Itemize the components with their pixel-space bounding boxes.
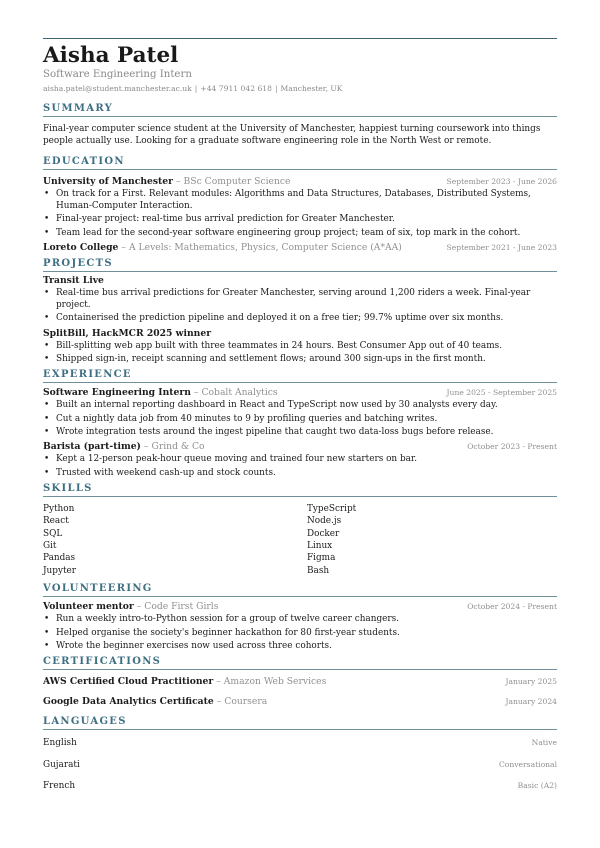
- bullet-glyph: •: [44, 188, 50, 199]
- skill-item: Linux: [307, 540, 333, 551]
- skill-item: Git: [43, 540, 57, 551]
- candidate-title: Software Engineering Intern: [43, 69, 192, 80]
- bullet-glyph: •: [44, 340, 50, 351]
- bullet-glyph: •: [44, 400, 50, 411]
- section-heading-certifications: CERTIFICATIONS: [43, 656, 557, 670]
- bullet-item: • Shipped sign-in, receipt scanning and settlement flows; around 300 sign-ups in the first month.: [44, 353, 486, 364]
- bullet-item: • Wrote the beginner exercises now used across three cohorts.: [44, 640, 332, 651]
- language-level: Native: [531, 738, 557, 748]
- candidate-name: Aisha Patel: [43, 43, 179, 68]
- skill-item: Jupyter: [43, 565, 77, 576]
- experience-entry: [43, 387, 557, 438]
- section-heading-education: EDUCATION: [43, 156, 557, 170]
- certification-item: Google Data Analytics Certificate – Coursera January 2024: [43, 696, 557, 708]
- entry-subtitle: A Levels: Mathematics, Physics, Computer Science (A*AA): [128, 241, 402, 253]
- contact-phone[interactable]: +44 7911 042 618: [200, 84, 272, 93]
- bullet-item: • Run a weekly intro-to-Python session for a group of twelve career changers.: [44, 614, 399, 625]
- certifications-section: [43, 656, 557, 708]
- entry-header: University of Manchester – BSc Computer Science September 2023 - June 2026: [43, 175, 557, 187]
- cert-issuer: Coursera: [224, 696, 268, 708]
- entry-header: Software Engineering Intern – Cobalt Analytics June 2025 - September 2025: [43, 387, 557, 399]
- cert-title: Google Data Analytics Certificate: [43, 696, 214, 708]
- bullet-item: • Kept a 12-person peak-hour queue moving and trained four new starters on bar.: [44, 454, 418, 465]
- section-heading-languages: LANGUAGES: [43, 716, 557, 730]
- entry-title: Volunteer mentor: [43, 601, 134, 613]
- entry-title: SplitBill, HackMCR 2025 winner: [43, 327, 212, 339]
- bullet-list: [43, 613, 557, 652]
- entry-date: June 2025 - September 2025: [446, 388, 557, 398]
- language-level: Basic (A2): [517, 781, 557, 791]
- bullet-item: • Trusted with weekend cash-up and stock counts.: [44, 467, 276, 478]
- bullet-list: [43, 188, 557, 239]
- skill-item: Node.js: [307, 516, 342, 527]
- skill-item: TypeScript: [307, 503, 357, 514]
- bullet-item: • Team lead for the second-year software engineering group project; team of six, top mark in the cohort.: [44, 227, 521, 238]
- contact-email[interactable]: aisha.patel@student.manchester.ac.uk: [43, 84, 192, 93]
- entry-header: [43, 275, 557, 287]
- section-heading-summary: SUMMARY: [43, 103, 557, 117]
- bullet-item: • Wrote integration tests around the ingest pipeline that caught two data-loss bugs before release.: [44, 426, 494, 437]
- bullet-glyph: •: [44, 627, 50, 638]
- languages-list: [43, 737, 557, 802]
- project-entry: [43, 275, 557, 325]
- volunteering-entry: [43, 601, 557, 652]
- experience-section: [43, 369, 557, 479]
- skill-item: Pandas: [43, 553, 76, 564]
- bullet-glyph: •: [44, 313, 50, 324]
- cert-date: January 2024: [505, 697, 557, 707]
- entry-date: September 2021 - June 2023: [446, 242, 557, 252]
- summary-section: [43, 103, 557, 148]
- bullet-glyph: •: [44, 413, 50, 424]
- resume-content: [43, 38, 557, 802]
- entry-date: September 2023 - June 2026: [446, 176, 557, 186]
- bullet-list: [43, 287, 557, 325]
- bullet-glyph: •: [44, 467, 50, 478]
- entry-title: Software Engineering Intern: [43, 387, 191, 399]
- entry-date: October 2023 - Present: [467, 442, 557, 452]
- section-heading-experience: EXPERIENCE: [43, 369, 557, 383]
- education-section: [43, 156, 557, 254]
- cert-issuer: Amazon Web Services: [223, 676, 327, 688]
- bullet-list: [43, 453, 557, 479]
- language-name: English: [43, 738, 77, 749]
- entry-subtitle: Grind & Co: [151, 441, 205, 453]
- section-heading-volunteering: VOLUNTEERING: [43, 583, 557, 597]
- bullet-item: • Cut a nightly data job from 40 minutes to 9 by profiling queries and batching writes.: [44, 413, 438, 424]
- entry-header: Barista (part-time) – Grind & Co October 2023 - Present: [43, 441, 557, 453]
- cert-date: January 2025: [505, 677, 557, 687]
- languages-section: [43, 716, 557, 802]
- bullet-glyph: •: [44, 353, 50, 364]
- entry-subtitle: Code First Girls: [144, 601, 219, 613]
- bullet-item: • Containerised the prediction pipeline and deployed it on a free tier; 99.7% uptime over six months.: [44, 313, 504, 324]
- education-entry: [43, 242, 557, 254]
- language-item: [43, 737, 557, 759]
- skill-item: Bash: [307, 565, 330, 576]
- bullet-glyph: •: [44, 614, 50, 625]
- section-heading-projects: PROJECTS: [43, 258, 557, 272]
- entry-title: Loreto College: [43, 241, 119, 253]
- skill-item: SQL: [43, 528, 63, 539]
- skill-item: Figma: [307, 553, 336, 564]
- bullet-glyph: •: [44, 454, 50, 465]
- entry-title: Barista (part-time): [43, 441, 141, 453]
- projects-section: [43, 258, 557, 365]
- bullet-item: • Real-time bus arrival predictions for Greater Manchester, serving around 1,200 riders a week. Final-year project.: [44, 287, 531, 310]
- skill-item: React: [43, 516, 69, 527]
- language-level: Conversational: [498, 759, 557, 769]
- bullet-list: [43, 340, 557, 366]
- bullet-glyph: •: [44, 640, 50, 651]
- summary-text: Final-year computer science student at the University of Manchester, happiest turning coursework into things people actually use. Looking for a graduate software engineering role in the North West or remote.: [43, 124, 541, 147]
- entry-date: October 2024 - Present: [467, 602, 557, 612]
- bullet-glyph: •: [44, 426, 50, 437]
- contact-line: [43, 84, 557, 94]
- bullet-item: • Bill-splitting web app built with three teammates in 24 hours. Best Consumer App out of 40 teams.: [44, 340, 503, 351]
- contact-separator: |: [194, 84, 198, 93]
- skills-grid: [43, 503, 557, 577]
- volunteering-section: [43, 583, 557, 652]
- bullet-item: • Final-year project: real-time bus arrival prediction for Greater Manchester.: [44, 214, 395, 225]
- bullet-item: • Helped organise the society's beginner hackathon for 80 first-year students.: [44, 627, 400, 638]
- skill-item: Python: [43, 503, 75, 514]
- contact-location: Manchester, UK: [280, 84, 343, 93]
- entry-title: Transit Live: [43, 274, 104, 286]
- project-entry: [43, 328, 557, 366]
- bullet-glyph: •: [44, 227, 50, 238]
- skills-section: [43, 483, 557, 577]
- skill-item: Docker: [307, 528, 340, 539]
- language-name: French: [43, 781, 76, 792]
- entry-title: University of Manchester: [43, 175, 173, 187]
- entry-subtitle: Cobalt Analytics: [201, 387, 278, 399]
- experience-entry: [43, 441, 557, 479]
- bullet-item: • Built an internal reporting dashboard in React and TypeScript now used by 30 analysts every day.: [44, 400, 498, 411]
- language-name: Gujarati: [43, 759, 80, 770]
- certification-item: AWS Certified Cloud Practitioner – Amazon Web Services January 2025: [43, 676, 557, 688]
- entry-subtitle: BSc Computer Science: [183, 175, 291, 187]
- education-entry: [43, 176, 557, 239]
- bullet-glyph: •: [44, 287, 50, 298]
- language-item: [43, 759, 557, 781]
- entry-header: Volunteer mentor – Code First Girls October 2024 - Present: [43, 601, 557, 613]
- contact-separator: |: [274, 84, 278, 93]
- bullet-item: • On track for a First. Relevant modules: Algorithms and Data Structures, Databases, Distributed Systems, Human-Computer Interaction.: [44, 188, 531, 211]
- entry-header: Loreto College – A Levels: Mathematics, Physics, Computer Science (A*AA) September 2021 - June 2023: [43, 241, 557, 253]
- language-item: [43, 780, 557, 802]
- header-top-rule: [43, 38, 557, 39]
- entry-header: [43, 328, 557, 340]
- cert-title: AWS Certified Cloud Practitioner: [43, 676, 214, 688]
- bullet-glyph: •: [44, 214, 50, 225]
- section-heading-skills: SKILLS: [43, 483, 557, 497]
- bullet-list: [43, 399, 557, 438]
